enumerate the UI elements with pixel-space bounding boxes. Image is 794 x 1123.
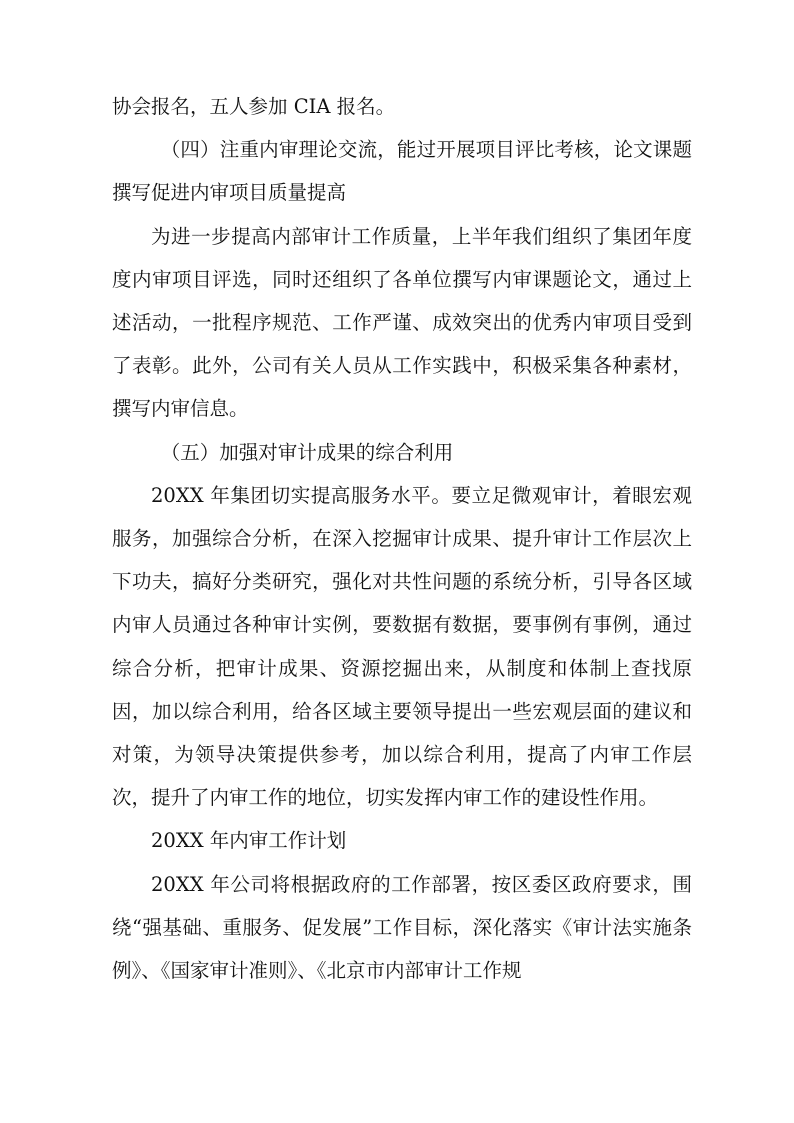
- paragraph-internal-audit-quality: 为进一步提高内部审计工作质量，上半年我们组织了集团年度度内审项目评选，同时还组织了各单位撰写内审课题论文，通过上述活动，一批程序规范、工作严谨、成效突出的优秀内审项目受到了表彰。此外，公司有关人员从工作实践中，积极采集各种素材，撰写内审信息。: [112, 224, 692, 421]
- document-body: [112, 85, 692, 992]
- paragraph-continuation: 协会报名，五人参加 CIA 报名。: [112, 95, 396, 118]
- paragraph-audit-results-utilization: 20XX 年集团切实提高服务水平。要立足微观审计，着眼宏观服务，加强综合分析，在深入挖掘审计成果、提升审计工作层次上下功夫，搞好分类研究，强化对共性问题的系统分析，引导各区域内审人员通过各种审计实例，要数据有数据，要事例有事例，通过综合分析，把审计成果、资源挖掘出来，从制度和体制上查找原因，加以综合利用，给各区域主要领导提出一些宏观层面的建议和对策，为领导决策提供参考，加以综合利用，提高了内审工作层次，提升了内审工作的地位，切实发挥内审工作的建设性作用。: [112, 483, 692, 810]
- paragraph-work-plan: 20XX 年公司将根据政府的工作部署，按区委区政府要求，围绕“强基础、重服务、促发展”工作目标，深化落实《审计法实施条例》、《国家审计准则》、《北京市内部审计工作规: [112, 872, 692, 983]
- section-title-work-plan: 20XX 年内审工作计划: [151, 829, 347, 853]
- section-heading-4: （四）注重内审理论交流，能过开展项目评比考核，论文课题撰写促进内审项目质量提高: [112, 138, 692, 205]
- section-heading-5: （五）加强对审计成果的综合利用: [160, 440, 454, 464]
